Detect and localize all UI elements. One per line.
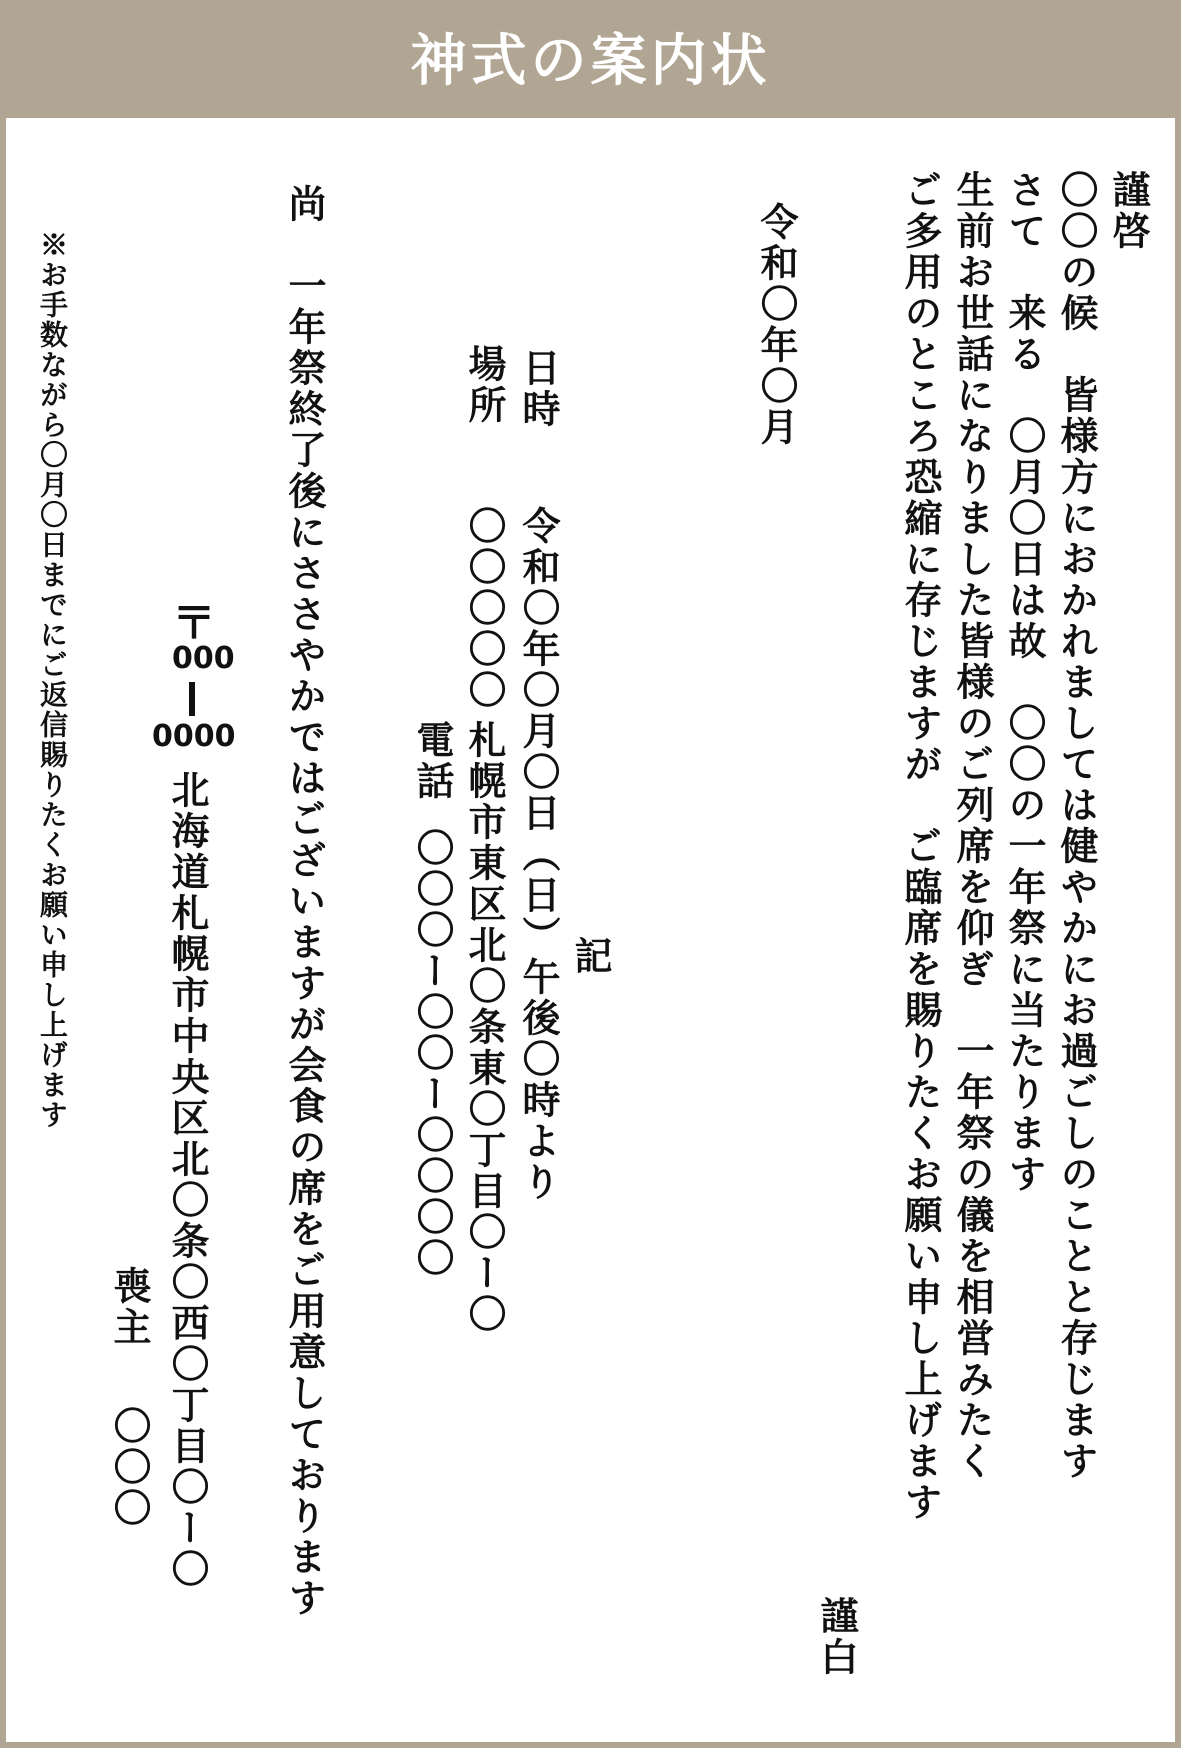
page-title: 神式の案内状 [410, 29, 771, 94]
postal-code-second: 0000 [152, 719, 236, 754]
body-line-3: 生前お世話になりました皆様のご列席を仰ぎ 一年祭の儀を相営みたく [950, 170, 995, 1482]
place-address: 札幌市東区北〇条東〇丁目〇ー〇 [462, 720, 507, 1335]
postscript-text: 一年祭終了後にささやかではございますが会食の席をご用意しております [282, 266, 327, 1619]
body-line-2: さて 来る 〇月〇日は故 〇〇の一年祭に当たります [1002, 170, 1047, 1195]
rsvp-note: ※お手数ながら〇月〇日までにご返信賜りたくお願い申し上げます [36, 230, 69, 1130]
header-band [0, 0, 1181, 114]
body-line-4: ご多用のところ恐縮に存じますが ご臨席を賜りたくお願い申し上げます [898, 170, 943, 1523]
sender-address: 北海道札幌市中央区北〇条〇西〇丁目〇ー〇 [165, 770, 210, 1590]
closing-phrase: 謹白 [814, 1596, 859, 1678]
phone-value: 〇〇〇ー〇〇ー〇〇〇〇 [410, 828, 455, 1279]
phone-label: 電話 [410, 720, 455, 802]
letter-paper [6, 118, 1175, 1742]
postscript-mark: 尚 [282, 184, 327, 225]
body-line-1: 〇〇の候 皆様方におかれましては健やかにお過ごしのことと存じます [1054, 170, 1099, 1482]
postal-code-first: 000 [172, 641, 235, 676]
place-label: 場所 [462, 344, 507, 426]
details-heading: 記 [568, 936, 613, 977]
chief-mourner-label: 喪主 [107, 1266, 152, 1348]
datetime-value: 令和〇年〇月〇日（日）午後〇時より [516, 506, 561, 1203]
postal-mark: 〒 [172, 598, 216, 649]
place-name: 〇〇〇〇〇 [462, 506, 507, 711]
letter-date: 令和〇年〇月 [754, 202, 799, 448]
datetime-label: 日時 [516, 348, 561, 430]
chief-mourner-name: 〇〇〇 [107, 1406, 152, 1529]
postal-code-dash [189, 682, 195, 716]
opening-greeting: 謹啓 [1106, 170, 1151, 252]
